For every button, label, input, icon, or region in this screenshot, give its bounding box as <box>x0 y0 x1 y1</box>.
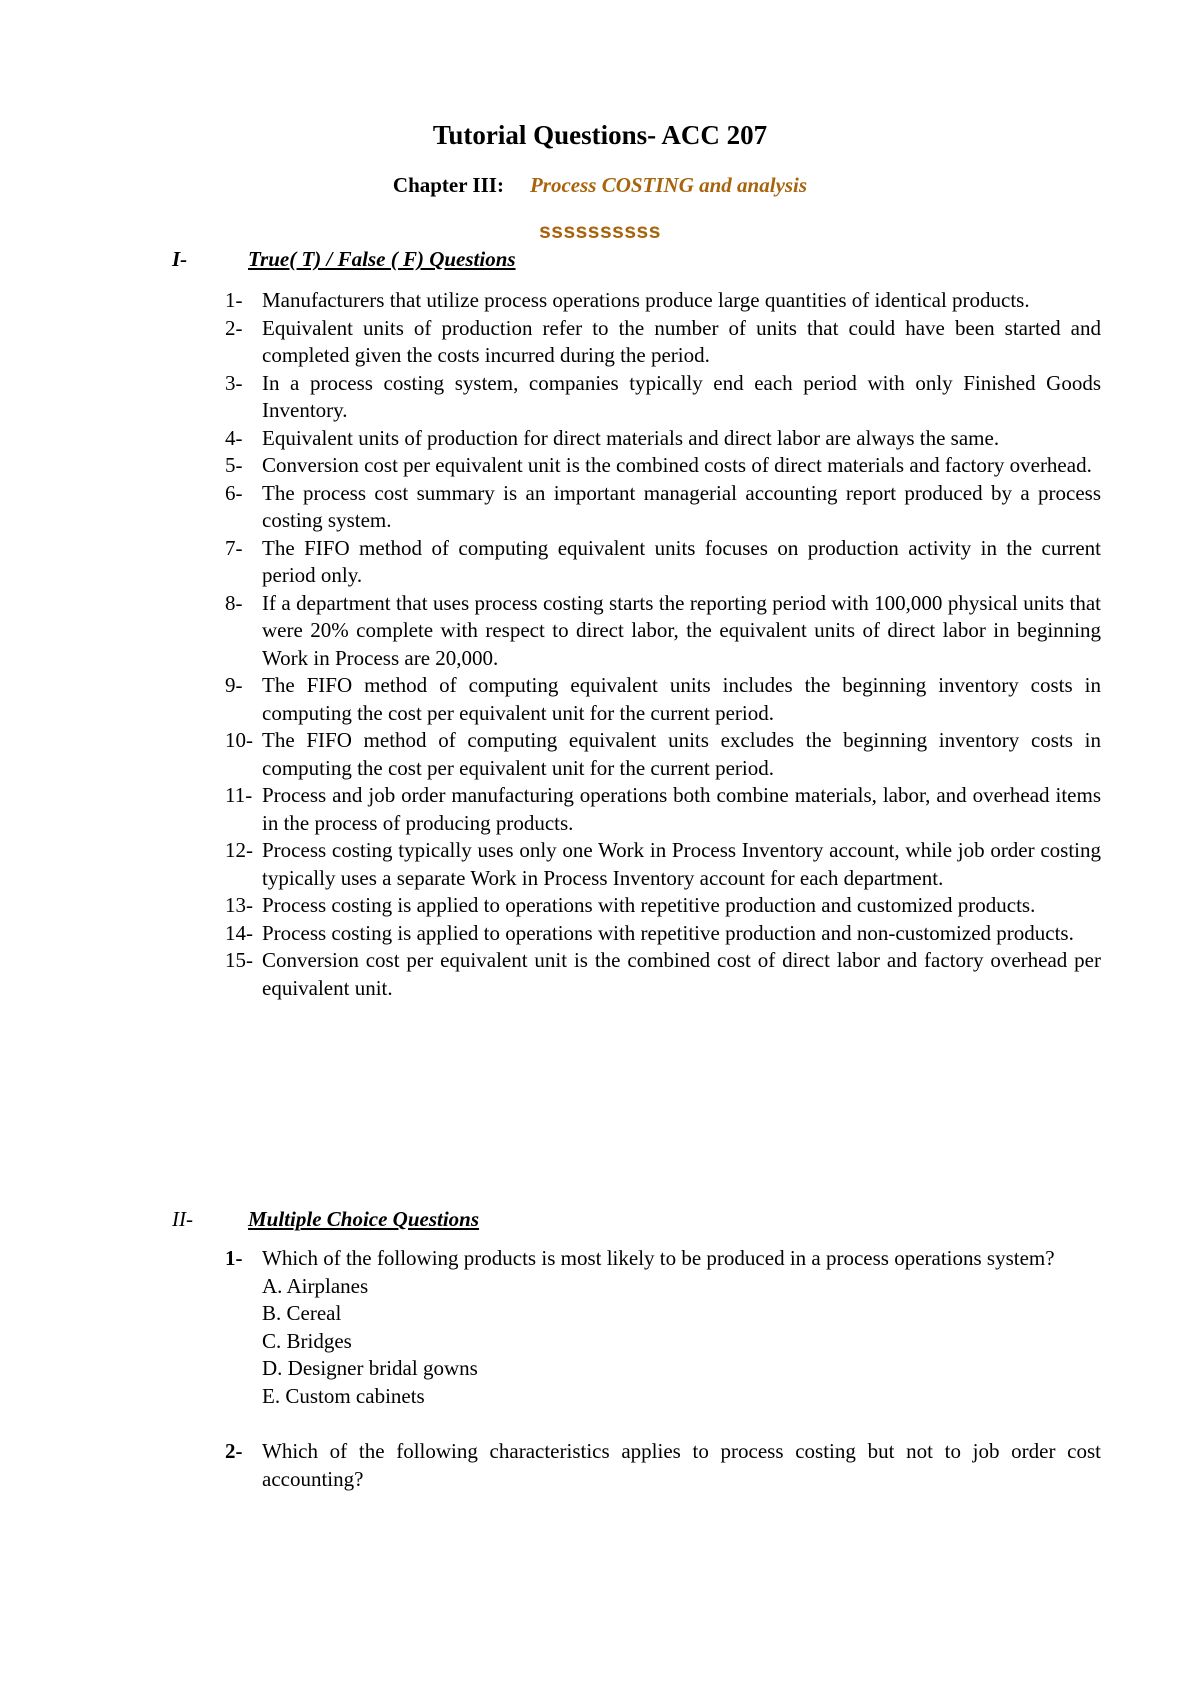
question-item <box>225 590 1101 673</box>
answer-option: C. Bridges <box>262 1328 352 1353</box>
question-item <box>225 782 1101 837</box>
answer-options <box>262 1273 1101 1411</box>
multiple-choice-question-list <box>225 1245 1101 1493</box>
question-number: 13- <box>225 893 253 917</box>
question-text: In a process costing system, companies typically end each period with only Finished Goods Inventory. <box>262 370 1101 422</box>
decorative-separator: ssssssssss <box>539 220 661 243</box>
answer-option: B. Cereal <box>262 1301 342 1325</box>
question-text: If a department that uses process costing starts the reporting period with 100,000 physical units that were 20% complete with respect to direct labor, the equivalent units of direct labor in beginning Work in Process are 20,000. <box>262 590 1101 670</box>
question-text: Conversion cost per equivalent unit is the combined costs of direct materials and factory overhead. <box>262 453 1092 477</box>
chapter-subtitle: Process COSTING and analysis <box>529 173 808 197</box>
question-number: 7- <box>225 535 243 560</box>
question-text: Process and job order manufacturing operations both combine materials, labor, and overhead items in the process of producing products. <box>262 783 1101 835</box>
question-text: Equivalent units of production refer to the number of units that could have been started and completed given the costs incurred during the period. <box>262 315 1101 367</box>
section-heading-multiple-choice <box>172 1205 479 1233</box>
question-text: Process costing is applied to operations with repetitive production and non-customized products. <box>262 920 1074 945</box>
question-number: 1- <box>225 1246 243 1270</box>
question-item <box>225 425 1101 453</box>
question-item <box>225 892 1101 920</box>
question-number: 9- <box>225 673 243 697</box>
question-item <box>225 947 1101 1002</box>
question-text: Process costing is applied to operations with repetitive production and customized products. <box>262 893 1036 917</box>
question-number: 4- <box>225 425 243 450</box>
question-text: Conversion cost per equivalent unit is the combined cost of direct labor and factory overhead per equivalent unit. <box>262 948 1101 1000</box>
question-text: The process cost summary is an important managerial accounting report produced by a process costing system. <box>262 480 1101 532</box>
question-text: The FIFO method of computing equivalent units focuses on production activity in the current period only. <box>262 535 1101 587</box>
chapter-label: Chapter III: <box>392 173 504 197</box>
question-number: 5- <box>225 453 243 477</box>
chapter-heading <box>0 171 1200 199</box>
question-number: 1- <box>225 288 243 312</box>
question-number: 8- <box>225 590 243 615</box>
question-item <box>225 672 1101 727</box>
question-number: 2- <box>225 1439 243 1463</box>
question-text: Which of the following characteristics applies to process costing but not to job order cost accounting? <box>262 1439 1101 1491</box>
question-item <box>225 315 1101 370</box>
question-number: 2- <box>225 315 243 340</box>
section-number: I- <box>172 247 188 271</box>
question-number: 3- <box>225 370 243 395</box>
question-number: 11- <box>225 783 253 807</box>
section-heading-true-false <box>172 245 516 273</box>
question-item <box>225 287 1101 315</box>
question-number: 12- <box>225 838 253 862</box>
question-text: Which of the following products is most likely to be produced in a process operations system? <box>262 1246 1055 1270</box>
question-number: 6- <box>225 480 243 505</box>
question-text: Equivalent units of production for direct materials and direct labor are always the same. <box>262 425 1000 450</box>
question-item <box>225 452 1101 480</box>
section-title: Multiple Choice Questions <box>248 1207 480 1231</box>
question-body <box>262 1245 1101 1410</box>
question-item <box>225 480 1101 535</box>
true-false-question-list <box>225 287 1101 1002</box>
question-item <box>225 370 1101 425</box>
answer-option: A. Airplanes <box>262 1273 369 1298</box>
question-text: The FIFO method of computing equivalent units excludes the beginning inventory costs in computing the cost per equivalent unit for the current period. <box>262 728 1101 780</box>
question-text: The FIFO method of computing equivalent units includes the beginning inventory costs in computing the cost per equivalent unit for the current period. <box>262 673 1101 725</box>
question-text: Manufacturers that utilize process operations produce large quantities of identical products. <box>262 288 1030 312</box>
answer-option: D. Designer bridal gowns <box>262 1356 478 1380</box>
question-item <box>225 535 1101 590</box>
question-item <box>225 1245 1101 1410</box>
question-item <box>225 1438 1101 1493</box>
question-text: Process costing typically uses only one Work in Process Inventory account, while job order costing typically uses a separate Work in Process Inventory account for each department. <box>262 838 1101 890</box>
question-item <box>225 727 1101 782</box>
question-item <box>225 837 1101 892</box>
question-number: 14- <box>225 920 253 945</box>
section-number: II- <box>172 1207 193 1231</box>
answer-option: E. Custom cabinets <box>262 1383 425 1408</box>
section-title: True( T) / False ( F) Questions <box>248 247 516 271</box>
document-title: Tutorial Questions- ACC 207 <box>432 120 768 150</box>
question-number: 10- <box>225 728 253 752</box>
question-item <box>225 920 1101 948</box>
question-number: 15- <box>225 948 253 972</box>
